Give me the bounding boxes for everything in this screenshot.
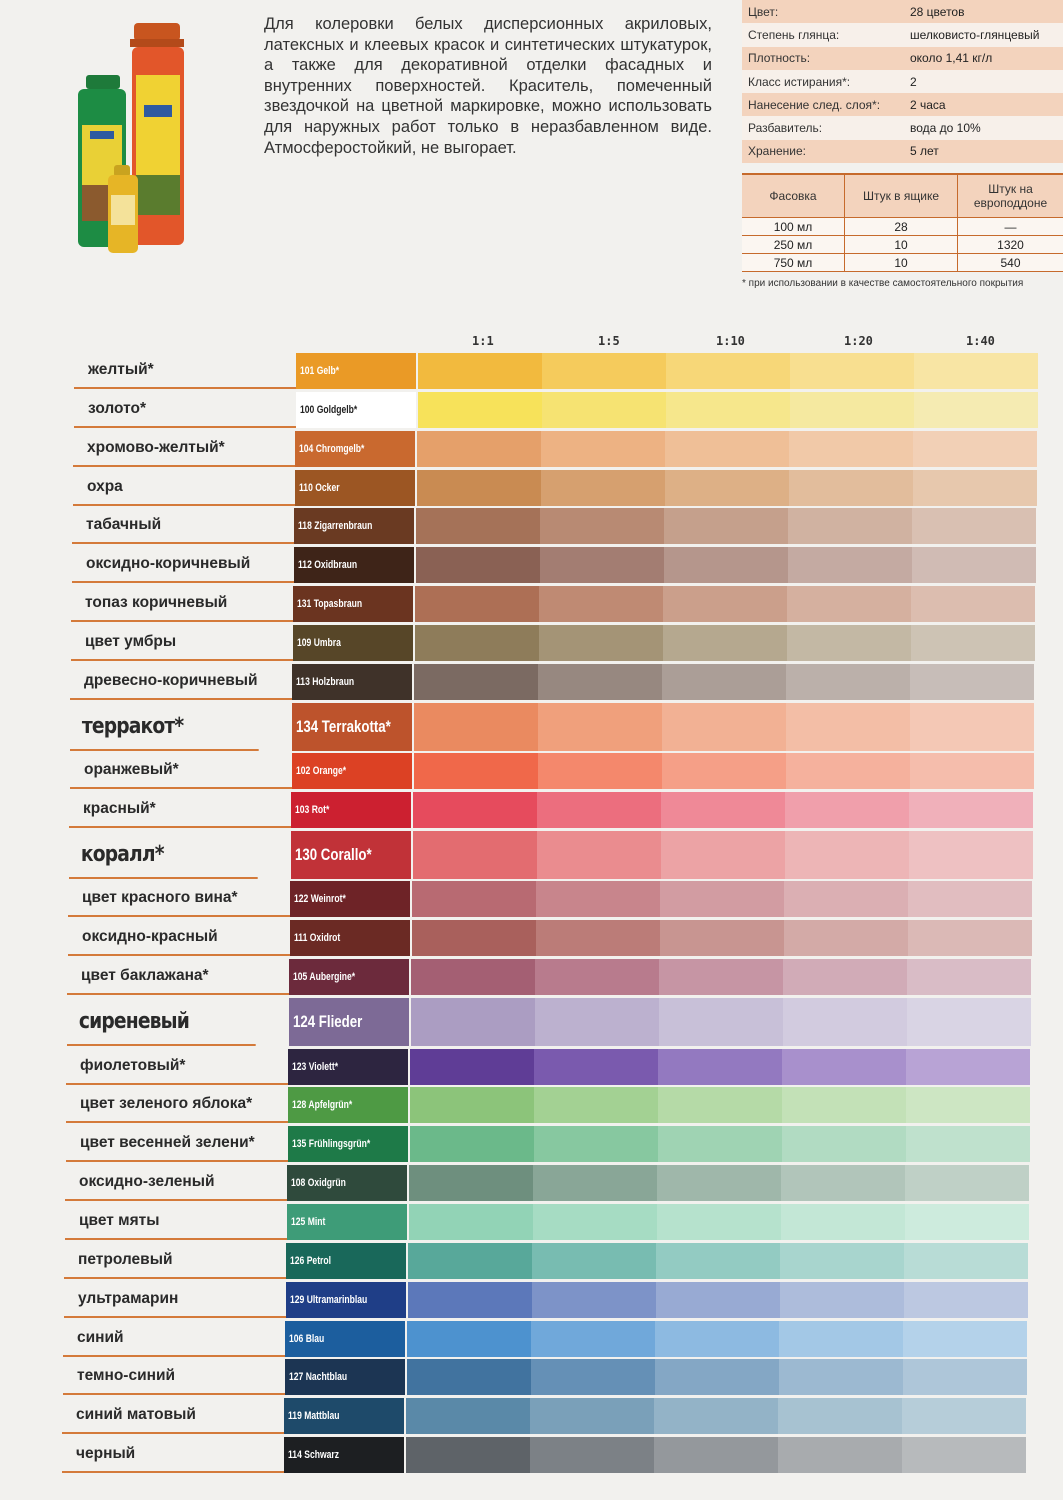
tint-swatch-1-1	[415, 586, 539, 622]
spec-label: Класс истирания*:	[748, 74, 851, 89]
tint-swatch-1-10	[663, 586, 787, 622]
tint-swatch-1-20	[787, 586, 911, 622]
tint-swatch-1-10	[655, 1359, 779, 1395]
color-row	[64, 1243, 1028, 1279]
tint-swatch-1-40	[907, 959, 1031, 995]
color-name: синий матовый	[62, 1398, 284, 1434]
color-code-label: 135 Frühlingsgrün*	[292, 1138, 371, 1150]
packaging-cell: 540	[1000, 255, 1021, 270]
color-code-swatch	[292, 753, 412, 789]
tint-swatch-1-40	[910, 753, 1034, 789]
color-code-swatch	[296, 353, 416, 389]
tint-swatch-1-20	[782, 1126, 906, 1162]
color-name: топаз коричневый	[71, 586, 293, 622]
tint-swatch-1-40	[903, 1359, 1027, 1395]
spec-label: Разбавитель:	[748, 121, 823, 136]
color-row	[65, 1204, 1029, 1240]
tint-swatch-1-20	[789, 470, 913, 506]
color-name: цвет весенней зелени*	[66, 1126, 288, 1162]
tint-swatch-1-10	[660, 920, 784, 956]
color-row	[73, 470, 1037, 506]
tint-swatch-1-5	[542, 353, 666, 389]
color-name: желтый*	[74, 353, 296, 389]
ratio-header: 1:5	[598, 334, 620, 348]
color-code-swatch	[285, 1321, 405, 1357]
tint-swatch-1-40	[908, 920, 1032, 956]
tint-swatch-1-40	[913, 431, 1037, 467]
tint-swatch-1-40	[908, 881, 1032, 917]
tint-swatch-1-1	[408, 1243, 532, 1279]
spec-value: 2	[910, 74, 917, 89]
tint-swatch-1-40	[902, 1398, 1026, 1434]
tint-swatch-1-40	[910, 664, 1034, 700]
tint-swatch-1-1	[411, 959, 535, 995]
spec-row	[742, 140, 1063, 163]
tint-swatch-1-10	[660, 881, 784, 917]
spec-value: около 1,41 кг/л	[910, 51, 993, 66]
spec-row	[742, 70, 1063, 93]
color-row	[71, 625, 1035, 661]
color-name: синий	[63, 1321, 285, 1357]
tint-swatch-1-5	[538, 703, 662, 751]
tint-swatch-1-5	[535, 959, 659, 995]
tint-swatch-1-10	[664, 508, 788, 544]
tint-swatch-1-40	[912, 508, 1036, 544]
color-code-swatch	[290, 920, 410, 956]
color-code-label: 105 Aubergine*	[293, 971, 356, 983]
intro-paragraph: Для колеровки белых дисперсионных акриловых, латексных и клеевых красок и синтетических штукатурок, а также для декоративной отделки фасадных и внутренних поверхностей. Краситель, помеченный звездочкой на цветной маркировке, можно использовать для наружных работ только в неразбавленном виде. Атмосферостойкий, не выгорает.	[264, 15, 712, 157]
tint-swatch-1-5	[530, 1437, 654, 1473]
color-code-label: 130 Corallo*	[295, 845, 372, 864]
tint-swatch-1-1	[407, 1359, 531, 1395]
color-name: сиреневый	[67, 998, 256, 1046]
tint-swatch-1-40	[902, 1437, 1026, 1473]
color-code-label: 129 Ultramarinblau	[290, 1294, 368, 1306]
tint-swatch-1-1	[409, 1165, 533, 1201]
color-row	[66, 1087, 1030, 1123]
color-name: цвет красного вина*	[68, 881, 290, 917]
color-name: терракот*	[70, 703, 259, 751]
packaging-header-cell: Фасовка	[742, 175, 845, 217]
color-name: оксидно-красный	[68, 920, 290, 956]
color-code-swatch	[290, 881, 410, 917]
tint-swatch-1-5	[540, 547, 664, 583]
color-row	[74, 392, 1038, 428]
tint-swatch-1-10	[661, 792, 785, 828]
tint-swatch-1-10	[665, 470, 789, 506]
tint-swatch-1-10	[656, 1282, 780, 1318]
color-name: коралл*	[69, 831, 258, 879]
color-row	[72, 547, 1036, 583]
tint-swatch-1-40	[907, 998, 1031, 1046]
color-row	[66, 1049, 1030, 1085]
tint-swatch-1-10	[658, 1126, 782, 1162]
color-name: золото*	[74, 392, 296, 428]
color-name: петролевый	[64, 1243, 286, 1279]
tint-swatch-1-10	[661, 831, 785, 879]
tint-swatch-1-1	[406, 1398, 530, 1434]
color-code-label: 122 Weinrot*	[294, 893, 346, 905]
tint-swatch-1-20	[781, 1204, 905, 1240]
tint-swatch-1-40	[913, 470, 1037, 506]
tint-swatch-1-10	[663, 625, 787, 661]
color-row	[70, 664, 1034, 700]
ratio-header: 1:40	[966, 334, 995, 348]
tint-swatch-1-20	[788, 547, 912, 583]
color-code-label: 110 Ocker	[299, 482, 340, 494]
tint-swatch-1-20	[786, 753, 910, 789]
spec-label: Степень глянца:	[748, 27, 840, 42]
tint-swatch-1-20	[779, 1359, 903, 1395]
color-row	[64, 1282, 1028, 1318]
tint-swatch-1-20	[790, 353, 914, 389]
tint-swatch-1-10	[665, 431, 789, 467]
spec-row	[742, 0, 1063, 23]
tint-swatch-1-40	[906, 1049, 1030, 1085]
spec-row	[742, 23, 1063, 46]
color-code-swatch	[289, 998, 409, 1046]
tint-swatch-1-10	[666, 353, 790, 389]
color-code-swatch	[291, 831, 411, 879]
tint-swatch-1-20	[778, 1398, 902, 1434]
tint-swatch-1-20	[785, 831, 909, 879]
packaging-cell: 100 мл	[742, 218, 845, 235]
color-row	[65, 1165, 1029, 1201]
tint-swatch-1-5	[531, 1321, 655, 1357]
color-row	[69, 792, 1033, 828]
tint-swatch-1-40	[909, 831, 1033, 879]
tint-swatch-1-5	[534, 1087, 658, 1123]
tint-swatch-1-1	[409, 1204, 533, 1240]
tint-swatch-1-5	[531, 1359, 655, 1395]
color-code-swatch	[296, 392, 416, 428]
spec-label: Хранение:	[748, 144, 806, 159]
ratio-header: 1:20	[844, 334, 873, 348]
tint-swatch-1-10	[657, 1165, 781, 1201]
color-code-swatch	[288, 1049, 408, 1085]
color-name: цвет мяты	[65, 1204, 287, 1240]
tint-swatch-1-40	[912, 547, 1036, 583]
packaging-cell: 10	[845, 236, 958, 253]
packaging-row	[742, 218, 1063, 236]
color-code-swatch	[293, 625, 413, 661]
tint-swatch-1-1	[414, 753, 538, 789]
tint-swatch-1-40	[911, 625, 1035, 661]
tint-swatch-1-1	[413, 792, 537, 828]
spec-row	[742, 47, 1063, 70]
color-code-swatch	[292, 664, 412, 700]
color-code-label: 131 Topasbraun	[297, 598, 363, 610]
color-name: цвет зеленого яблока*	[66, 1087, 288, 1123]
tint-swatch-1-1	[408, 1282, 532, 1318]
tint-swatch-1-10	[655, 1321, 779, 1357]
color-code-swatch	[288, 1126, 408, 1162]
tint-swatch-1-20	[790, 392, 914, 428]
packaging-cell: 1320	[997, 237, 1024, 252]
packaging-cell: 250 мл	[742, 236, 845, 253]
tint-swatch-1-20	[784, 920, 908, 956]
tint-swatch-1-5	[534, 1126, 658, 1162]
packaging-table	[742, 173, 1063, 272]
tint-swatch-1-1	[415, 625, 539, 661]
tint-swatch-1-20	[781, 1165, 905, 1201]
tint-swatch-1-10	[662, 664, 786, 700]
tint-swatch-1-10	[662, 703, 786, 751]
tint-swatch-1-5	[540, 508, 664, 544]
color-code-label: 125 Mint	[291, 1216, 326, 1228]
tint-swatch-1-20	[783, 959, 907, 995]
tint-swatch-1-1	[418, 392, 542, 428]
color-name: цвет умбры	[71, 625, 293, 661]
tint-swatch-1-20	[780, 1243, 904, 1279]
color-name: черный	[62, 1437, 284, 1473]
spec-label: Плотность:	[748, 51, 811, 66]
tint-swatch-1-20	[786, 703, 910, 751]
tint-swatch-1-5	[537, 792, 661, 828]
tint-swatch-1-5	[534, 1049, 658, 1085]
color-code-swatch	[287, 1204, 407, 1240]
spec-row	[742, 116, 1063, 139]
packaging-header	[742, 173, 1063, 218]
tint-swatch-1-1	[412, 881, 536, 917]
color-code-label: 108 Oxidgrün	[291, 1177, 346, 1189]
color-code-label: 104 Chromgelb*	[299, 443, 365, 455]
tint-swatch-1-40	[911, 586, 1035, 622]
tint-swatch-1-20	[783, 998, 907, 1046]
tint-swatch-1-10	[666, 392, 790, 428]
spec-value: 2 часа	[910, 97, 946, 112]
spec-value: вода до 10%	[910, 121, 981, 136]
tint-swatch-1-5	[537, 831, 661, 879]
color-code-swatch	[294, 547, 414, 583]
color-row	[70, 703, 1034, 751]
color-code-label: 109 Umbra	[297, 637, 341, 649]
tint-swatch-1-20	[786, 664, 910, 700]
color-row	[63, 1359, 1027, 1395]
tint-swatch-1-1	[406, 1437, 530, 1473]
spec-value: 28 цветов	[910, 4, 965, 19]
tint-swatch-1-1	[417, 470, 541, 506]
tint-swatch-1-40	[904, 1282, 1028, 1318]
color-name: оранжевый*	[70, 753, 292, 789]
tint-swatch-1-40	[906, 1087, 1030, 1123]
color-row	[68, 881, 1032, 917]
spec-label: Цвет:	[748, 4, 779, 19]
tint-swatch-1-20	[779, 1321, 903, 1357]
tint-swatch-1-20	[782, 1087, 906, 1123]
tint-swatch-1-20	[784, 881, 908, 917]
tint-swatch-1-1	[407, 1321, 531, 1357]
spec-label: Нанесение след. слоя*:	[748, 97, 881, 112]
tint-swatch-1-5	[538, 664, 662, 700]
tint-swatch-1-5	[538, 753, 662, 789]
color-code-label: 128 Apfelgrün*	[292, 1099, 353, 1111]
color-name: древесно-коричневый	[70, 664, 292, 700]
color-code-swatch	[295, 431, 415, 467]
color-name: фиолетовый*	[66, 1049, 288, 1085]
color-code-swatch	[285, 1359, 405, 1395]
color-code-swatch	[289, 959, 409, 995]
tint-swatch-1-5	[539, 586, 663, 622]
tint-swatch-1-5	[535, 998, 659, 1046]
tint-swatch-1-20	[782, 1049, 906, 1085]
tint-swatch-1-5	[542, 392, 666, 428]
color-name: ультрамарин	[64, 1282, 286, 1318]
tint-swatch-1-1	[414, 664, 538, 700]
spec-value: 5 лет	[910, 144, 939, 159]
color-name: оксидно-коричневый	[72, 547, 294, 583]
color-row	[67, 959, 1031, 995]
tint-swatch-1-40	[903, 1321, 1027, 1357]
color-code-swatch	[287, 1165, 407, 1201]
color-code-swatch	[295, 470, 415, 506]
tint-swatch-1-40	[906, 1126, 1030, 1162]
color-name: красный*	[69, 792, 291, 828]
color-code-label: 100 Goldgelb*	[300, 404, 358, 416]
packaging-cell: —	[1004, 219, 1017, 234]
tint-swatch-1-5	[532, 1243, 656, 1279]
tint-swatch-1-1	[410, 1049, 534, 1085]
color-code-swatch	[286, 1282, 406, 1318]
tint-swatch-1-20	[785, 792, 909, 828]
color-row	[71, 586, 1035, 622]
tint-swatch-1-5	[533, 1204, 657, 1240]
tint-swatch-1-10	[654, 1398, 778, 1434]
tint-swatch-1-20	[778, 1437, 902, 1473]
tint-swatch-1-40	[910, 703, 1034, 751]
color-name: темно-синий	[63, 1359, 285, 1395]
tint-swatch-1-5	[541, 431, 665, 467]
tint-swatch-1-40	[914, 392, 1038, 428]
packaging-cell: 750 мл	[742, 254, 845, 271]
spec-value: шелковисто-глянцевый	[910, 27, 1040, 42]
color-name: охра	[73, 470, 295, 506]
color-code-swatch	[284, 1398, 404, 1434]
tint-swatch-1-40	[914, 353, 1038, 389]
color-name: оксидно-зеленый	[65, 1165, 287, 1201]
tint-swatch-1-40	[905, 1165, 1029, 1201]
color-code-label: 119 Mattblau	[288, 1410, 340, 1422]
tint-swatch-1-10	[658, 1049, 782, 1085]
color-name: хромово-желтый*	[73, 431, 295, 467]
tint-swatch-1-10	[664, 547, 788, 583]
tint-swatch-1-1	[410, 1087, 534, 1123]
tint-swatch-1-1	[414, 703, 538, 751]
tint-swatch-1-5	[541, 470, 665, 506]
tint-swatch-1-5	[533, 1165, 657, 1201]
color-code-label: 127 Nachtblau	[289, 1371, 348, 1383]
color-row	[73, 431, 1037, 467]
tint-swatch-1-1	[417, 431, 541, 467]
color-code-swatch	[291, 792, 411, 828]
tint-swatch-1-1	[418, 353, 542, 389]
tint-swatch-1-40	[909, 792, 1033, 828]
tint-swatch-1-20	[789, 431, 913, 467]
packaging-header-cell: Штук на европоддоне	[973, 182, 1048, 210]
tint-swatch-1-1	[416, 547, 540, 583]
color-code-label: 123 Violett*	[292, 1061, 339, 1073]
color-row	[67, 998, 1031, 1046]
color-row	[69, 831, 1033, 879]
color-code-label: 112 Oxidbraun	[298, 559, 358, 571]
tint-swatch-1-1	[413, 831, 537, 879]
packaging-cell: 28	[845, 218, 958, 235]
color-code-swatch	[293, 586, 413, 622]
color-name: цвет баклажана*	[67, 959, 289, 995]
tint-swatch-1-20	[787, 625, 911, 661]
tint-swatch-1-5	[536, 881, 660, 917]
packaging-row	[742, 254, 1063, 272]
tint-swatch-1-5	[532, 1282, 656, 1318]
packaging-cell: 10	[845, 254, 958, 271]
color-row	[62, 1398, 1026, 1434]
tint-swatch-1-20	[780, 1282, 904, 1318]
color-row	[62, 1437, 1026, 1473]
color-code-label: 103 Rot*	[295, 804, 330, 816]
tint-swatch-1-20	[788, 508, 912, 544]
color-code-swatch	[284, 1437, 404, 1473]
tint-swatch-1-10	[656, 1243, 780, 1279]
color-row	[74, 353, 1038, 389]
color-code-swatch	[292, 703, 412, 751]
color-code-label: 126 Petrol	[290, 1255, 332, 1267]
color-code-label: 111 Oxidrot	[294, 932, 341, 944]
color-code-label: 106 Blau	[289, 1333, 325, 1345]
tint-swatch-1-5	[539, 625, 663, 661]
ratio-header: 1:1	[472, 334, 494, 348]
color-code-label: 124 Flieder	[293, 1012, 363, 1031]
color-code-swatch	[286, 1243, 406, 1279]
ratio-header: 1:10	[716, 334, 745, 348]
color-code-label: 102 Orange*	[296, 765, 347, 777]
tint-swatch-1-10	[654, 1437, 778, 1473]
tint-swatch-1-10	[659, 959, 783, 995]
color-row	[68, 920, 1032, 956]
color-code-label: 101 Gelb*	[300, 365, 340, 377]
color-row	[70, 753, 1034, 789]
color-code-label: 113 Holzbraun	[296, 676, 355, 688]
color-code-label: 134 Terrakotta*	[296, 717, 391, 736]
color-row	[63, 1321, 1027, 1357]
color-row	[72, 508, 1036, 544]
color-row	[66, 1126, 1030, 1162]
product-bottles-image	[70, 15, 200, 255]
tint-swatch-1-5	[530, 1398, 654, 1434]
footnote: * при использовании в качестве самостоятельного покрытия	[742, 278, 1024, 289]
tint-swatch-1-1	[416, 508, 540, 544]
tint-swatch-1-40	[905, 1204, 1029, 1240]
color-code-swatch	[294, 508, 414, 544]
tint-swatch-1-5	[536, 920, 660, 956]
packaging-row	[742, 236, 1063, 254]
tint-swatch-1-10	[658, 1087, 782, 1123]
tint-swatch-1-10	[662, 753, 786, 789]
tint-swatch-1-1	[410, 1126, 534, 1162]
tint-swatch-1-1	[412, 920, 536, 956]
packaging-header-cell: Штук в ящике	[845, 175, 958, 217]
specs-table	[742, 0, 1063, 163]
spec-row	[742, 93, 1063, 116]
color-code-label: 118 Zigarrenbraun	[298, 520, 373, 532]
color-code-swatch	[288, 1087, 408, 1123]
tint-swatch-1-10	[659, 998, 783, 1046]
color-name: табачный	[72, 508, 294, 544]
tint-swatch-1-1	[411, 998, 535, 1046]
tint-swatch-1-40	[904, 1243, 1028, 1279]
color-code-label: 114 Schwarz	[288, 1449, 340, 1461]
tint-swatch-1-10	[657, 1204, 781, 1240]
